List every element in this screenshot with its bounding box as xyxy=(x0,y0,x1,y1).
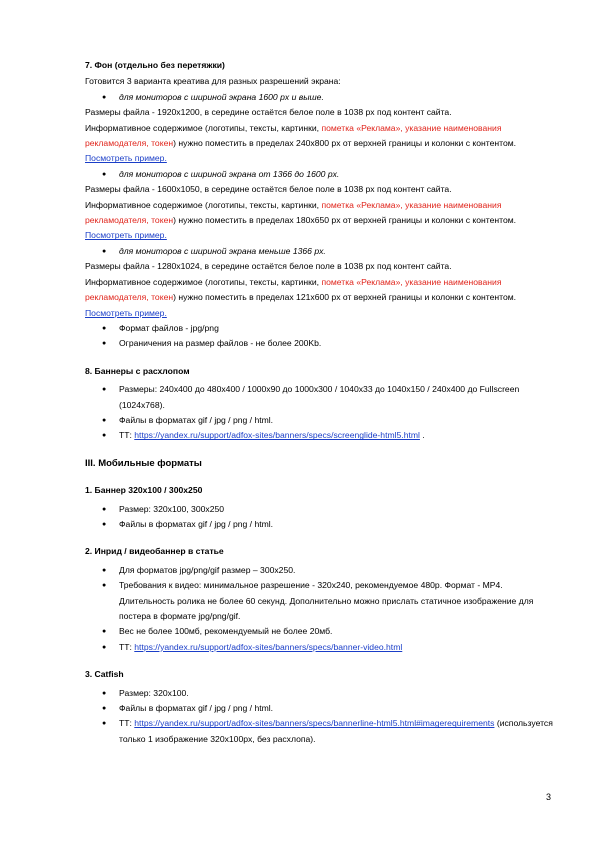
tt-item: ● ТТ: https://yandex.ru/support/adfox-sites/banners/specs/screenglide-html5.html . xyxy=(85,428,553,443)
variant-3-title: ● для мониторов с шириной экрана меньше 1366 px. xyxy=(85,244,553,259)
tt-link-screenglide[interactable]: https://yandex.ru/support/adfox-sites/banners/specs/screenglide-html5.html xyxy=(134,430,420,441)
variant-1-title: ● для мониторов с шириной экрана 1600 px и выше. xyxy=(85,90,553,105)
variant-3-size: Размеры файла - 1280х1024, в середине остаётся белое поле в 1038 px под контент сайта. xyxy=(85,261,452,272)
tt-link-bannerline[interactable]: https://yandex.ru/support/adfox-sites/banners/specs/bannerline-html5.html#imagerequirements xyxy=(134,718,495,729)
sizes-item: ● Размеры: 240х400 до 480х400 / 1000х90 до 1000х300 / 1040х33 до 1040х150 / 240х400 до Fullscreen (1024х768). xyxy=(85,382,553,413)
m1-size-item: ● Размер: 320х100, 300х250 xyxy=(85,502,553,517)
m2-formats-item: ● Для форматов jpg/png/gif размер – 300х250. xyxy=(85,563,553,578)
tt-link-banner-video[interactable]: https://yandex.ru/support/adfox-sites/banners/specs/banner-video.html xyxy=(134,641,403,652)
example-link-3[interactable]: Посмотреть пример. xyxy=(85,307,167,318)
section-iii-heading: III. Мобильные форматы xyxy=(85,457,202,469)
ad-mark-text: пометка «Реклама», указание наименования рекламодателя, токен xyxy=(85,276,502,303)
page-number: 3 xyxy=(545,792,551,802)
example-link-2[interactable]: Посмотреть пример. xyxy=(85,230,167,241)
ad-mark-text: пометка «Реклама», указание наименования рекламодателя, токен xyxy=(85,122,502,149)
mobile-3-heading: 3. Catfish xyxy=(85,669,124,680)
m2-tt-item: ● ТТ: https://yandex.ru/support/adfox-sites/banners/specs/banner-video.html xyxy=(85,640,553,655)
document-page xyxy=(85,58,553,747)
variant-2-title: ● для мониторов с шириной экрана от 1366 до 1600 px. xyxy=(85,167,553,182)
m3-tt-item: ● ТТ: https://yandex.ru/support/adfox-sites/banners/specs/bannerline-html5.html#imagerequirements (используется только 1 изображение 320х100px, без расхлопа). xyxy=(85,716,553,747)
limit-item: ● Ограничения на размер файлов - не более 200Kb. xyxy=(85,336,553,351)
variant-1-size: Размеры файла - 1920х1200, в середине остаётся белое поле в 1038 px под контент сайта. xyxy=(85,107,452,118)
m1-files-item: ● Файлы в форматах gif / jpg / png / html. xyxy=(85,517,553,532)
section-7-heading: 7. Фон (отдельно без перетяжки) xyxy=(85,60,225,70)
variant-3-content: Информативное содержимое (логотипы, тексты, картинки, пометка «Реклама», указание наименования рекламодателя, токен) нужно поместить в пределах 121х600 px от верхней границы и колонки с контентом. Посмотреть пример. xyxy=(85,276,517,318)
m3-size-item: ● Размер: 320х100. xyxy=(85,686,553,701)
m3-files-item: ● Файлы в форматах gif / jpg / png / html. xyxy=(85,701,553,716)
ad-mark-text: пометка «Реклама», указание наименования рекламодателя, токен xyxy=(85,199,502,226)
m2-weight-item: ● Вес не более 100мб, рекомендуемый не более 20мб. xyxy=(85,624,553,639)
variant-1-content: Информативное содержимое (логотипы, тексты, картинки, пометка «Реклама», указание наименования рекламодателя, токен) нужно поместить в пределах 240х800 px от верхней границы и колонки с контентом. Посмотреть пример. xyxy=(85,122,517,164)
mobile-1-heading: 1. Баннер 320х100 / 300х250 xyxy=(85,485,203,496)
variant-2-size: Размеры файла - 1600х1050, в середине остаётся белое поле в 1038 px под контент сайта. xyxy=(85,184,452,195)
files-item: ● Файлы в форматах gif / jpg / png / html. xyxy=(85,413,553,428)
mobile-2-heading: 2. Инрид / видеобаннер в статье xyxy=(85,546,224,557)
variant-2-content: Информативное содержимое (логотипы, тексты, картинки, пометка «Реклама», указание наименования рекламодателя, токен) нужно поместить в пределах 180х650 px от верхней границы и колонки с контентом. Посмотреть пример. xyxy=(85,199,517,241)
format-item: ● Формат файлов - jpg/png xyxy=(85,321,553,336)
section-7-intro: Готовится 3 варианта креатива для разных разрешений экрана: xyxy=(85,76,341,87)
section-8-heading: 8. Баннеры с расхлопом xyxy=(85,365,190,376)
m2-video-item: ● Требования к видео: минимальное разрешение - 320х240, рекомендуемое 480р. Формат - MP4. Длительность ролика не более 60 секунд. Дополнительно можно прислать статичное изображение для постера в формате jpg/png/gif. xyxy=(85,578,553,624)
example-link-1[interactable]: Посмотреть пример. xyxy=(85,153,167,164)
